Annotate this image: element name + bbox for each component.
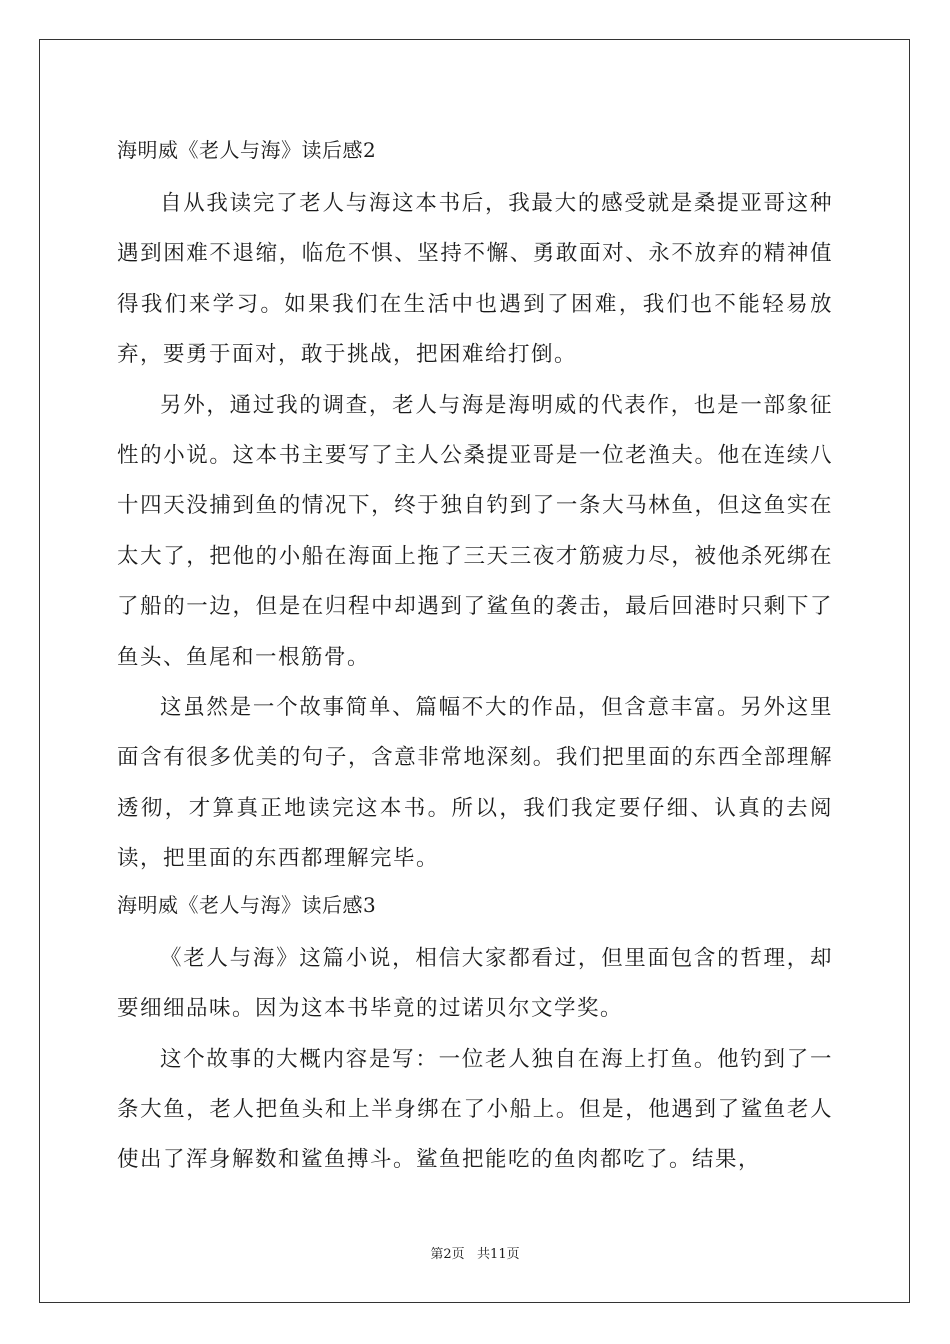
section-heading-3: 海明威《老人与海》读后感3 bbox=[117, 892, 377, 917]
paragraph: 这虽然是一个故事简单、篇幅不大的作品，但含意丰富。另外这里面含有很多优美的句子，含意非常地深刻。我们把里面的东西全部理解透彻，才算真正地读完这本书。所以，我们我定要仔细、认真的去阅读，把里面的东西都理解完毕。 bbox=[117, 695, 833, 872]
document-body bbox=[117, 130, 833, 1186]
section-heading-2: 海明威《老人与海》读后感2 bbox=[117, 138, 377, 162]
paragraph: 自从我读完了老人与海这本书后，我最大的感受就是桑提亚哥这种遇到困难不退缩，临危不惧、坚持不懈、勇敢面对、永不放弃的精神值得我们来学习。如果我们在生活中也遇到了困难，我们也不能轻易放弃，要勇于面对，敢于挑战，把困难给打倒。 bbox=[117, 191, 833, 368]
paragraph: 另外，通过我的调查，老人与海是海明威的代表作，也是一部象征性的小说。这本书主要写了主人公桑提亚哥是一位老渔夫。他在连续八十四天没捕到鱼的情况下，终于独自钓到了一条大马林鱼，但这鱼实在太大了，把他的小船在海面上拖了三天三夜才筋疲力尽，被他杀死绑在了船的一边，但是在归程中却遇到了鲨鱼的袭击，最后回港时只剩下了鱼头、鱼尾和一根筋骨。 bbox=[117, 392, 833, 670]
paragraph: 《老人与海》这篇小说，相信大家都看过，但里面包含的哲理，却要细细品味。因为这本书毕竟的过诺贝尔文学奖。 bbox=[117, 945, 833, 1022]
paragraph: 这个故事的大概内容是写：一位老人独自在海上打鱼。他钓到了一条大鱼，老人把鱼头和上半身绑在了小船上。但是，他遇到了鲨鱼老人使出了浑身解数和鲨鱼搏斗。鲨鱼把能吃的鱼肉都吃了。结果， bbox=[117, 1046, 833, 1173]
page-number: 第2页 共11页 bbox=[430, 1247, 520, 1262]
